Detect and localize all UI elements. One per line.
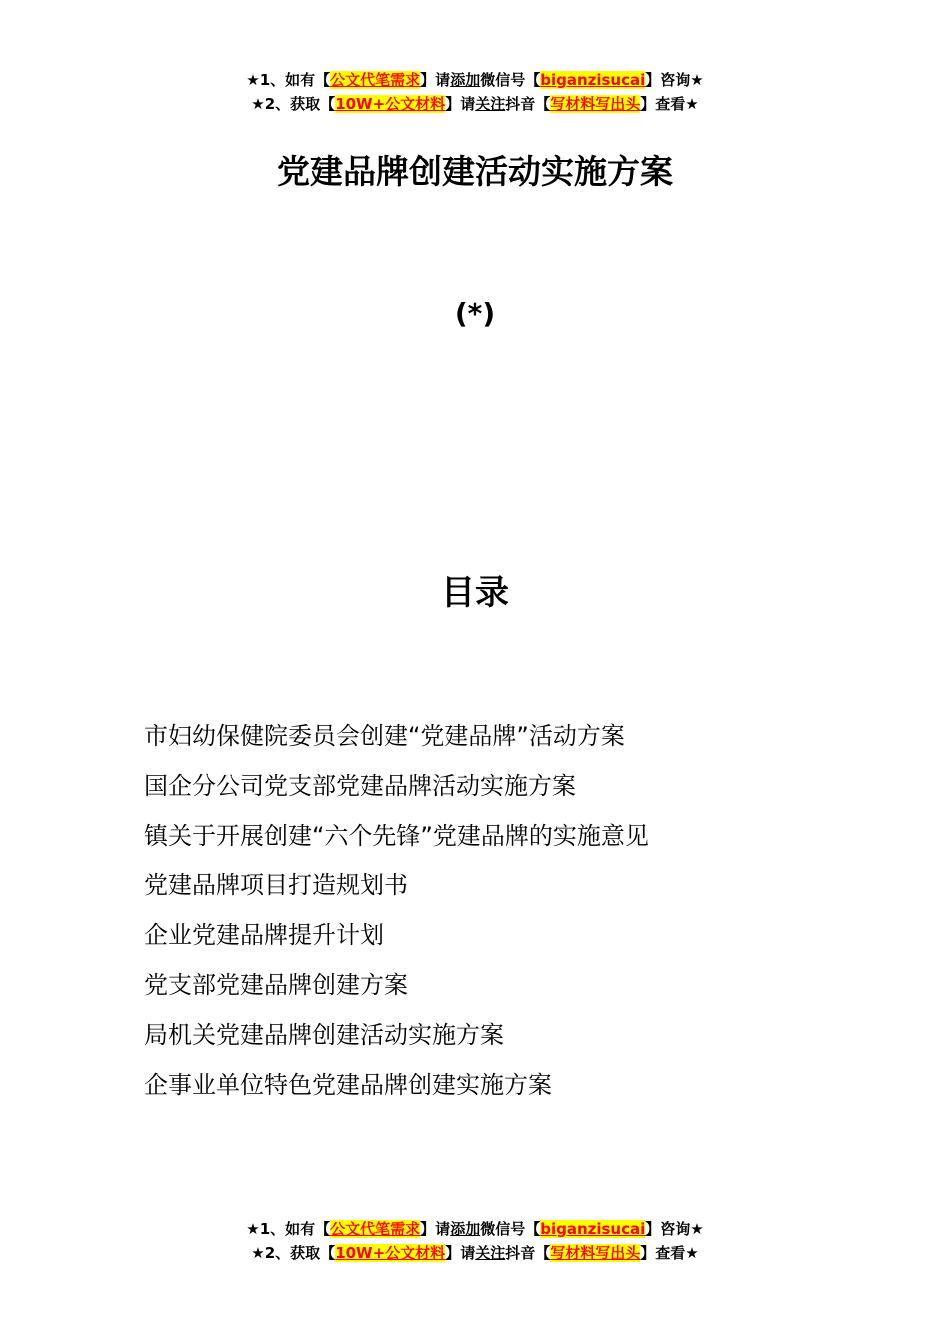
promo-highlight: 公文代笔需求 (330, 1220, 421, 1238)
promo-douyin-id: 写材料写出头 (550, 1244, 641, 1262)
promo-wechat-id: biganzisucai (540, 1220, 646, 1238)
promo-line-1: ★1、如有【公文代笔需求】请添加微信号【biganzisucai】咨询★ (246, 71, 704, 89)
promo-highlight: 10W+公文材料 (335, 1244, 446, 1262)
toc-item: 企事业单位特色党建品牌创建实施方案 (144, 1070, 552, 1099)
document-subtitle: (*) (454, 297, 496, 330)
promo-line-1: ★1、如有【公文代笔需求】请添加微信号【biganzisucai】咨询★ (246, 1220, 704, 1238)
toc-item: 镇关于开展创建“六个先锋”党建品牌的实施意见 (144, 821, 649, 850)
promo-douyin-id: 写材料写出头 (550, 95, 641, 113)
promo-highlight: 10W+公文材料 (335, 95, 446, 113)
toc-item: 企业党建品牌提升计划 (144, 921, 384, 950)
table-of-contents (144, 712, 844, 1110)
toc-item: 党建品牌项目打造规划书 (144, 871, 408, 900)
promo-line-2: ★2、获取【10W+公文材料】请关注抖音【写材料写出头】查看★ (251, 95, 699, 113)
promo-highlight: 公文代笔需求 (330, 71, 421, 89)
toc-heading: 目录 (441, 573, 509, 613)
toc-item: 市妇幼保健院委员会创建“党建品牌”活动方案 (144, 722, 625, 750)
footer-promo (0, 1217, 950, 1265)
promo-wechat-id: biganzisucai (540, 71, 646, 89)
header-promo (0, 68, 950, 116)
document-title: 党建品牌创建活动实施方案 (277, 152, 673, 191)
promo-line-2: ★2、获取【10W+公文材料】请关注抖音【写材料写出头】查看★ (251, 1244, 699, 1262)
toc-item: 党支部党建品牌创建方案 (144, 970, 408, 999)
toc-item: 国企分公司党支部党建品牌活动实施方案 (144, 771, 576, 800)
toc-item: 局机关党建品牌创建活动实施方案 (144, 1020, 504, 1049)
